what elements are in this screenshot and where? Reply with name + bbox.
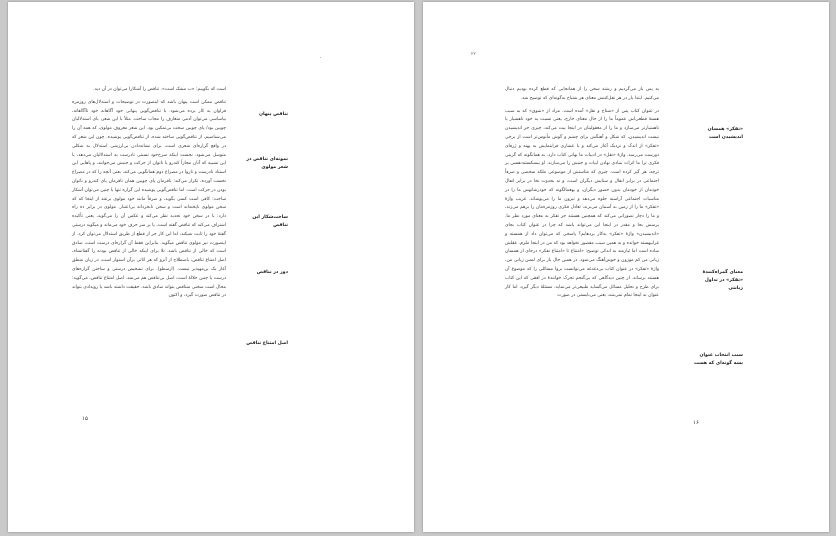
side-note: سبب انتخاب عنوان بسه گونه‌ای که هست <box>694 353 743 366</box>
side-note: معنای گمراه‌کنندهٔ «تفکر» در تداول زیانتی <box>702 270 743 291</box>
body-paragraph: در عنوان کتاب پس از «شتاخ و نقل» آمده است. مراد از «شوق» که به سبب هستهٔ قطعی‌اش عموماً ما را از حال معنای خارج، یعنی نسبت به خود ناهشیار یا ناهشیارتر می‌سازد و ما را از معقولیتان در اینجا بیت می‌کند، چیزی جز اندیشیدن نیست اندیشیدن، که شکل و آهنگش برای چشم و گوش مأنوس‌تر است از برخی «تفکر» از اندک و نزدیک آغاز می‌کند و با عشاری فرابتمایش به پهنه و ژرفای دورست می‌رسد. واژهٔ «نقل» در ادبیات ما بهانی کتاب دارد. به همانگونه که گرینی فکری ترا ما اثرات بنیادی نهادن ابیات و جنبش را می‌سازند. او بیشکستند‌نفسی بر ترچه، هر گیر کرده است. چیزی که متاستش از موضوعی ملکه شخصی و صرفاً اجتماعی در برابر انفال و ستایش دیگران است، و نه بخدوت نخا در برابر انفال خودمان از خودمان بدون حضور دیگران، و بهعمالگونه که خودرشانهش ما را در مناسبات اجتماعی آراسته جلوه می‌دهد و تبرون ما را می‌پوشاند. غریب واژهٔ «تفکر» ما را از زمین به آسمان می‌برند، تعادل فکری روزمره‌مان را برهم می‌زند، و ما را دچار تصورانی می‌کند که همچنین هستند جز تفکر به معنای مورد نظر ما. پرسش بجا و مقدر در اینجا این می‌تواند باشد که چرا در عنوان کتاب بجای «اندیشیدن» واژهٔ «تفکر» به‌کار بردهایم؟ پاسخی که می‌توان داد از همسته و غرابیهسته خوانده و به همین سبب مقصور نخواهد بود که من در اینجا ملزم. عقلش ساده است اما ئیازمند به اندکی توضیح: «امتناع تا «امتناع تفکر» درجای از همسان زیانی من کم موزون و خوش‌آهنگ می‌نمود. در همین حال باز برای لمس زیانی من، واژهٔ «تفکر» در عنوان کتاب بی‌دغدغه می‌توانست بروا مسائلی را که موضوع آن هستند برساند. از چنین دیدگاهی که بی‌گنجم تحرک خوانندهٔ در افقی که این کتاب برای طرح و تحلیل مسائل می‌گشاید طبیعی‌تر می‌نماید. مسئلهٔ دیگر گپرد، اما کار عنوان به اینجا تمام نمی‌شد، یعنی می‌بایستی در صورت <box>505 108 659 299</box>
side-note: دور در تناقض <box>256 270 288 275</box>
book-page-left <box>8 2 414 532</box>
side-note: نمونه‌ای تناقض در شعر مولوی <box>246 157 288 170</box>
side-note: «تفکر» همسان اندیشیدن است <box>707 127 743 140</box>
side-note: اصل امتناع تناقض <box>246 341 288 346</box>
page-number: ۱۶ <box>693 420 699 426</box>
body-text <box>505 86 659 301</box>
body-paragraph: به پس باز می‌گردیم و رشته سخن را از همانجایی که قطع کرده بودیم دنبال می‌کنیم. ابتدا بار در هر نقل‌کننش معنای هر شتباخ به‌گونه‌ای که توضیح شد. <box>505 87 659 101</box>
header-number: ۲۲ <box>471 52 476 57</box>
body-paragraph: است که بگوییم: «ب مشک است». تناقض را آشکارا می‌توان در آن دید. <box>93 87 226 92</box>
body-paragraph: تناقض ممکن است پنهان باشد که اینصورت در توضیحات و استدلال‌های روزمره فراوان به کار برده می‌شود. با تناقض‌گویی پنهانی خود آگاهانه خود ناآگاهانه، بیاساسی می‌توان آدمی متعارف را مجاب ساخت. مثلاً با این شعر، بای استدلالیان چوبین بود/ پای چوبین سخت بی‌تمکین بود. این شعر معروف مولوی، که همه آن را می‌شناسیم، از تناقض‌گویی ساخته شده، از تناقض‌گویی پوشیده. چون این شعر که در واقع گزاره‌ای شعری است، برای نشانه‌دادن بی‌ارزشی استدلال به شکلی متوسل می‌شود. نخست اینکه سرخ‌خود نسبتی نادرست به استدلالیان می‌دهد، یا این تشبیه که آنان مجازاً کندرو یا ناتوان از حرکت و جنبش می‌خوانند، و پاهایی این استناد نادرست و ناروا در مصراع دوم همانگویی می‌کند، یعنی آنچه را که در مصراع نخست آورده، تکرار می‌کند: ناقرمان پای چوبین همان ناقرمان پای کندرو و ناتوان بودن در حرکت است. اما تناقض‌گویی پوشیده این گزاره تنها با چنین می‌توان آشکار ساخت: کافی است کسی بگوید، و صرفاً مانند خود مولوی برعند از اینجا که که سخن مولوی ناپخته‌انه است و سخن نابخردانه بی‌اعتبار. مولوی در برابر ده راه دارد: یا در سخن خود تجدید نظر می‌کند و عکس آن را می‌گوید، یعنی تأکیده اشتراف می‌کند که تناقض گفته است، یا بر سر حرف خود می‌ماند و میگوید درستی گفتهٔ خود را ثابت نمیکند، اما این کار جز از قطع از طریق استدلال می‌توان کرد. از اینصورت نیز مولوی تناقض میگوید. بنابراین فقط آن گزاره‌ای درست است، صادق است که خالی از تناقض باشد. تلا برای اینکه خالی از تناقض بودنه را گفتانشاه، اصل امتناع تناقض، باصطلاح از آنرو که هر اثاثی برآن استوار است، در زبان منطق آغاز یک بن‌مهپذیر نیست. (ارسطو). برای تشخیص درستی و ساختن گزاره‌های درست یا چنین حلالهٔ است، اصل بی‌تناقض هم می‌شد. اصل امتناع تناقض، می‌گوید: محال است سخنی متناقض بتواند صادق باشد. حقیقت داشته باشد یا رویدادی بتواند در تناقض صورت گیرد، و اکنون <box>72 99 226 299</box>
side-note: تناقض پنهان <box>258 112 288 117</box>
side-note: ساخت‌شکار این تناقض <box>252 215 288 228</box>
body-text <box>72 86 226 301</box>
book-page-right <box>423 2 829 532</box>
page-number: ۱۵ <box>82 416 88 422</box>
page-speck <box>320 57 321 58</box>
